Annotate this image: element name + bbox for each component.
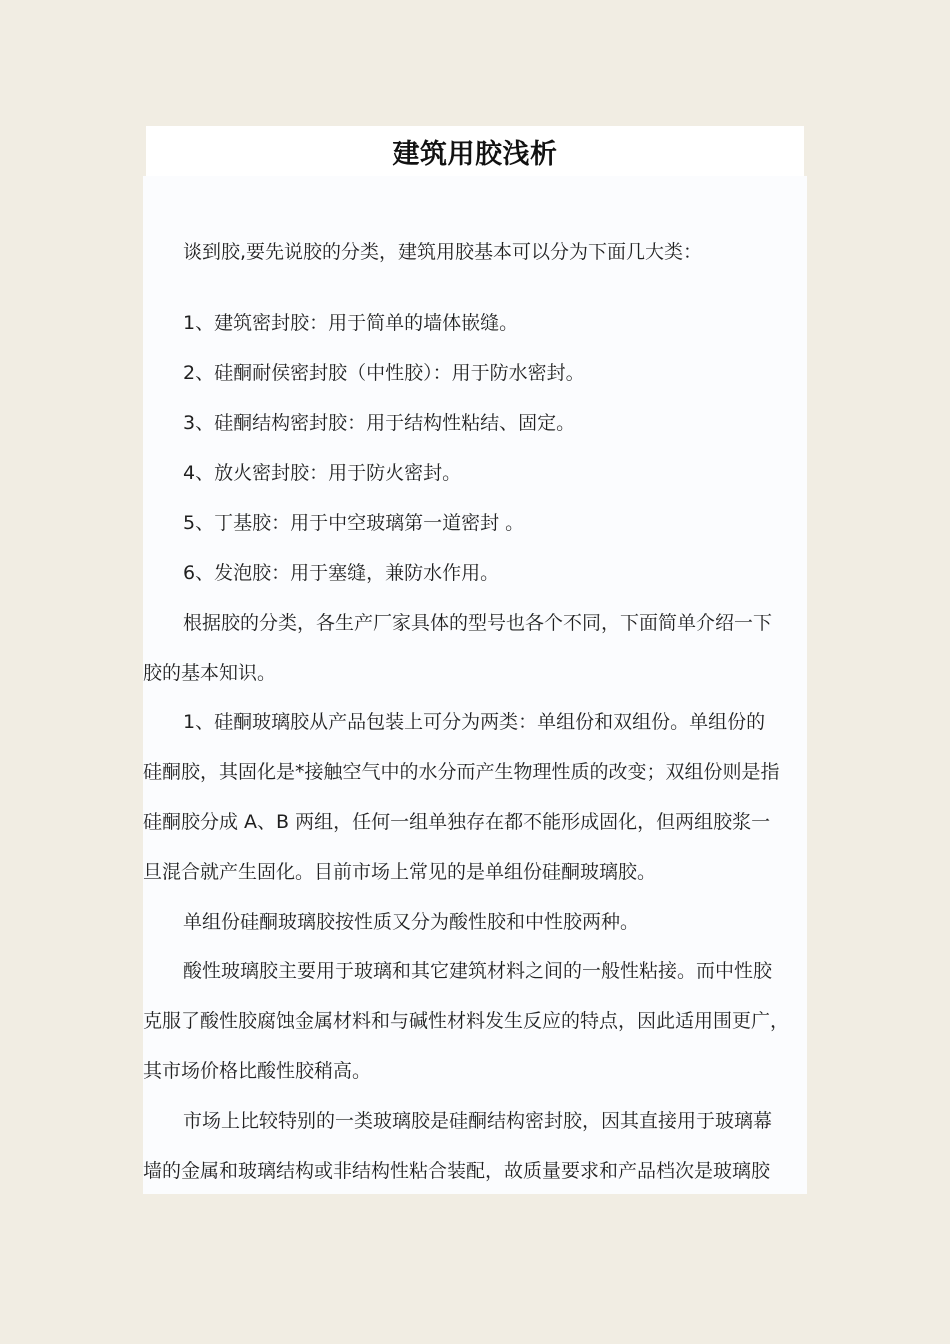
- document-body: [143, 176, 807, 1194]
- list-item: 5、丁基胶：用于中空玻璃第一道密封 。: [183, 512, 525, 534]
- title-box: [146, 126, 804, 176]
- paragraph-line: 谈到胶,要先说胶的分类，建筑用胶基本可以分为下面几大类：: [183, 241, 703, 263]
- list-item: 6、发泡胶：用于塞缝，兼防水作用。: [183, 562, 500, 584]
- list-item: 3、硅酮结构密封胶：用于结构性粘结、固定。: [183, 412, 576, 434]
- paragraph-line: 旦混合就产生固化。目前市场上常见的是单组份硅酮玻璃胶。: [143, 861, 657, 883]
- list-item: 1、建筑密封胶：用于简单的墙体嵌缝。: [183, 312, 519, 334]
- paragraph-line: 根据胶的分类，各生产厂家具体的型号也各个不同，下面简单介绍一下: [183, 612, 773, 634]
- paragraph-line: 市场上比较特别的一类玻璃胶是硅酮结构密封胶，因其直接用于玻璃幕: [183, 1110, 773, 1132]
- paragraph-line: 其市场价格比酸性胶稍高。: [143, 1060, 372, 1082]
- paragraph-line: 1、硅酮玻璃胶从产品包装上可分为两类：单组份和双组份。单组份的: [183, 711, 766, 733]
- paragraph-line: 克服了酸性胶腐蚀金属材料和与碱性材料发生反应的特点，因此适用围更广，: [143, 1010, 790, 1032]
- list-item: 2、硅酮耐侯密封胶（中性胶）：用于防水密封。: [183, 362, 585, 384]
- paragraph-line: 墙的金属和玻璃结构或非结构性粘合装配，故质量要求和产品档次是玻璃胶: [143, 1160, 771, 1182]
- paragraph-line: 胶的基本知识。: [143, 662, 277, 684]
- paragraph-line: 酸性玻璃胶主要用于玻璃和其它建筑材料之间的一般性粘接。而中性胶: [183, 960, 773, 982]
- document-title: 建筑用胶浅析: [392, 138, 558, 170]
- paragraph-line: 硅酮胶，其固化是*接触空气中的水分而产生物理性质的改变；双组份则是指: [143, 761, 780, 783]
- list-item: 4、放火密封胶：用于防火密封。: [183, 462, 462, 484]
- paragraph-line: 单组份硅酮玻璃胶按性质又分为酸性胶和中性胶两种。: [183, 911, 640, 933]
- paragraph-line: 硅酮胶分成 A、B 两组，任何一组单独存在都不能形成固化，但两组胶浆一: [143, 811, 771, 833]
